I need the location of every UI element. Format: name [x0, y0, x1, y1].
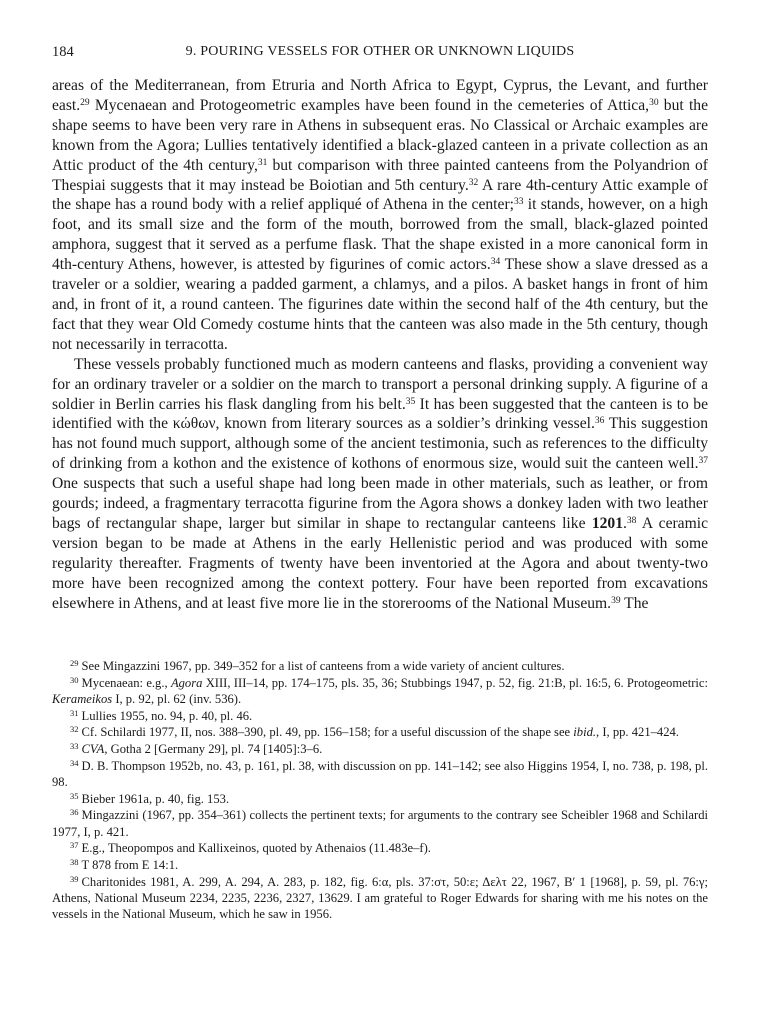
- footnote-29: $^{29}$ See Mingazzini 1967, pp. 349–352 for a list of canteens from a wide variety of ancient cultures.: [70, 658, 565, 673]
- footnote-38: $^{38}$ T 878 from E 14:1.: [70, 856, 179, 872]
- footnote-36: $^{36}$ Mingazzini (1967, pp. 354–361) collects the pertinent texts; for arguments to the contrary see Scheibler 1968 and Schilardi 1977, I, p. 421.: [52, 807, 708, 839]
- footnote-37: $^{37}$ E.g., Theopompos and Kallixeinos, quoted by Athenaios (11.483e–f).: [70, 840, 431, 856]
- main-text: [52, 76, 708, 613]
- footnote-ref-39[interactable]: 39: [611, 595, 621, 606]
- paragraph-2: These vessels probably functioned much as modern canteens and flasks, providing a convenient way for an ordinary traveler or a soldier on the march to transport a personal drinking supply. A figurine of a soldier in Berlin carries his flask dangling from his belt.$^{35}$ It has been suggested that the canteen is to be identified with the κώθων, known from literary sources as a soldier’s drinking vessel.$^{36}$ This suggestion has not found much support, although some of the ancient testimonia, such as references to the difficulty of drinking from a kothon and the existence of kothons of enormous size, would suit the canteen well.$^{37}$ One suspects that such a useful shape had long been made in other materials, such as leather, or from gourds; indeed, a fragmentary terracotta figurine from the Agora shows a donkey laden with two leather bags of rectangular shape, larger but similar in shape to rectangular canteens like 1201.38 A ceramic version began to be made at Athens in the early Hellenistic period and was produced with some regularity thereafter. Fragments of twenty have been inventoried at the Agora and about twenty-two more have been recognized among the context pottery. Four have been reported from excavations elsewhere in Athens, and at least five more lie in the storerooms of the National Museum.$^{39}$ The: [52, 355, 708, 612]
- footnote-ref-35[interactable]: 35: [405, 396, 416, 407]
- footnote-ref-34[interactable]: 34: [490, 257, 501, 268]
- footnote-ref-31[interactable]: 31: [257, 157, 268, 168]
- footnotes: [52, 658, 708, 923]
- footnote-34: $^{34}$ D. B. Thompson 1952b, no. 43, p. 161, pl. 38, with discussion on pp. 141–142; see also Higgins 1954, I, no. 738, p. 198, pl. 98.: [52, 757, 708, 789]
- footnote-ref-33[interactable]: 33: [513, 197, 524, 208]
- footnote-ref-37[interactable]: 37: [698, 456, 708, 467]
- footnote-33: $^{33}$ CVA, Gotha 2 [Germany 29], pl. 74 [1405]:3–6.: [70, 741, 323, 757]
- footnote-32: $^{32}$ Cf. Schilardi 1977, II, nos. 388–390, pl. 49, pp. 156–158; for a useful discussion of the shape see ibid., I, pp. 421–424.: [70, 724, 679, 740]
- footnote-31: $^{31}$ Lullies 1955, no. 94, p. 40, pl. 46.: [70, 707, 253, 723]
- footnote-ref-38[interactable]: 38: [626, 515, 637, 526]
- catalogue-number: 1201: [591, 514, 624, 532]
- footnote-ref-32[interactable]: 32: [468, 177, 479, 188]
- page-number: 184: [52, 44, 74, 60]
- footnote-ref-29[interactable]: 29: [80, 97, 90, 108]
- paragraph-1: areas of the Mediterranean, from Etruria and North Africa to Egypt, Cyprus, the Levant, and further east.$^{29}$ Mycenaean and Protogeometric examples have been found in the cemeteries of Attica,$^{30}$ but the shape seems to have been very rare in Athens in subsequent eras. No Classical or Archaic examples are known from the Agora; Lullies tentatively identified a black-glazed canteen in a private collection as an Attic product of the 4th century,$^{31}$ but comparison with three painted canteens from the Polyandrion of Thespiai suggests that it may instead be Boiotian and 5th century.$^{32}$ A rare 4th-century Attic example of the shape has a round body with a relief appliqué of Athena in the center;$^{33}$ it stands, however, on a high foot, and its small size and the form of the mouth, borrowed from the small, black-glazed pointed amphora, suggest that it served as a perfume flask. That the shape existed in a more canonical form in 4th-century Athens, however, is attested by figurines of comic actors.$^{34}$ These show a slave dressed as a traveler or a soldier, wearing a padded garment, a chlamys, and a pilos. A basket hangs in front of him and, in front of it, a round canteen. The figurines date within the second half of the 4th century, but the fact that they wear Old Comedy costume hints that the canteen was also made in the 5th century, though not necessarily in terracotta.: [52, 77, 709, 353]
- page-header: [52, 44, 708, 66]
- footnote-ref-36[interactable]: 36: [594, 416, 605, 427]
- running-head: 9. POURING VESSELS FOR OTHER OR UNKNOWN LIQUIDS: [185, 44, 575, 59]
- footnote-39: $^{39}$ Charitonides 1981, A. 299, A. 294, A. 283, p. 182, fig. 6:α, pls. 37:στ, 50:ε; Δελτ 22, 1967, Β′ 1 [1968], p. 59, pl. 76:γ; Athens, National Museum 2234, 2235, 2236, 2327, 13629. I am grateful to Roger Edwards for sharing with me his notes on the vessels in the National Museum, which he saw in 1956.: [52, 873, 708, 922]
- footnote-30: $^{30}$ Mycenaean: e.g., Agora XIII, III–14, pp. 174–175, pls. 35, 36; Stubbings 1947, p. 52, fig. 21:B, pl. 16:5, 6. Protogeometric: Kerameikos I, p. 92, pl. 62 (inv. 536).: [52, 674, 709, 706]
- footnote-ref-30[interactable]: 30: [649, 97, 659, 108]
- footnote-35: $^{35}$ Bieber 1961a, p. 40, fig. 153.: [70, 790, 230, 806]
